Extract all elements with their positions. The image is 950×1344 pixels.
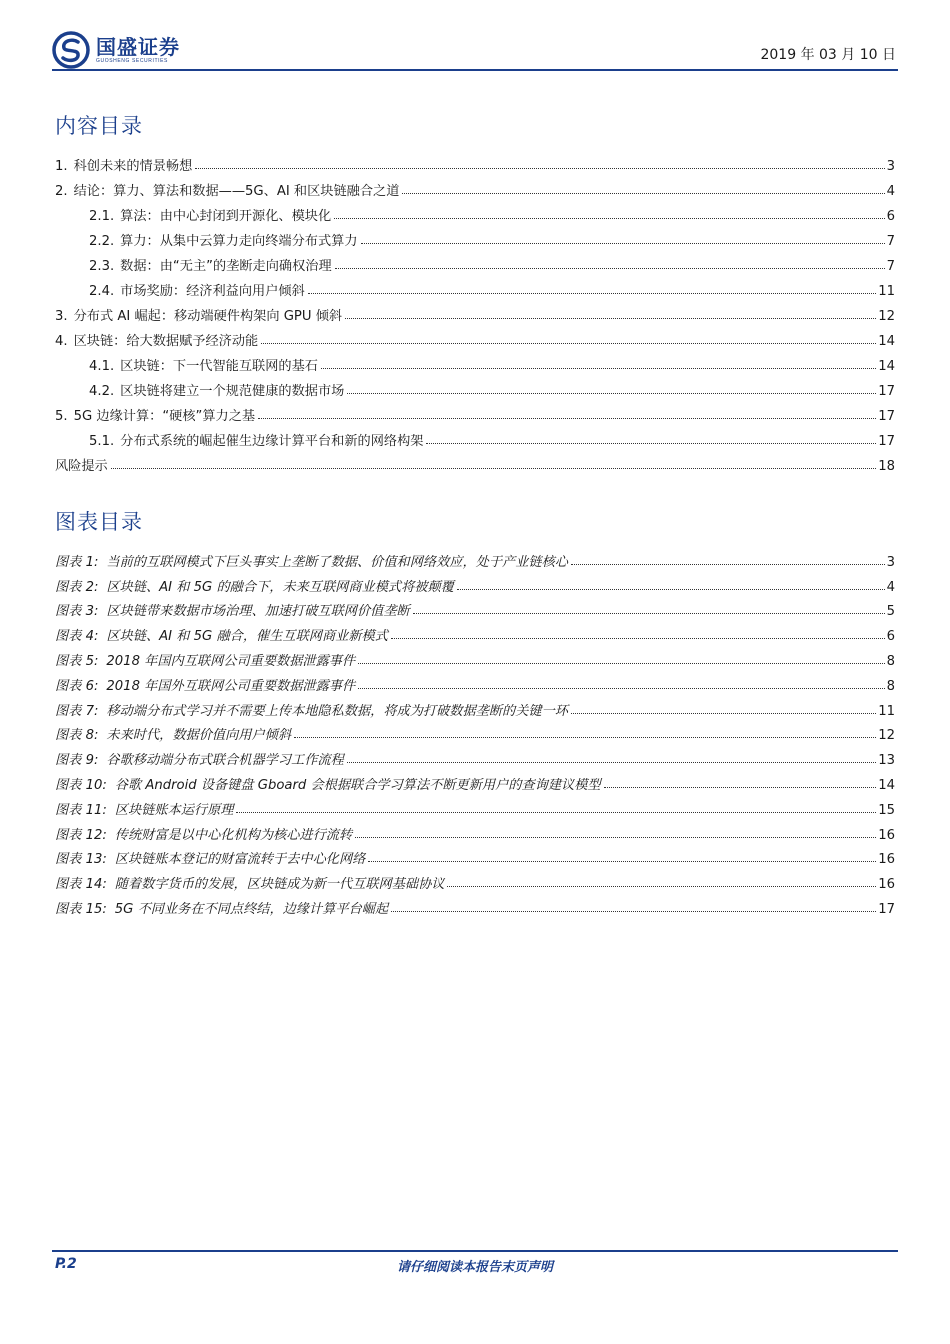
toc-entry-page: 14 — [878, 334, 895, 349]
dot-leader — [335, 268, 885, 269]
figure-entry-text: 2018 年国内互联网公司重要数据泄露事件 — [106, 653, 356, 669]
report-date: 2019 年 03 月 10 日 — [760, 47, 896, 63]
dot-leader — [347, 762, 876, 763]
figure-entry-text: 未来时代，数据价值向用户倾斜 — [106, 728, 292, 744]
figure-entry-text: 谷歌 Android 设备键盘 Gboard 会根据联合学习算法不断更新用户的查询建议模型 — [114, 777, 601, 793]
toc-entry[interactable] — [55, 424, 895, 449]
figure-entry-label: 图表 8: — [55, 728, 99, 744]
figure-entry[interactable] — [55, 818, 895, 843]
dot-leader — [413, 613, 885, 614]
figure-entry[interactable] — [55, 719, 895, 744]
figure-entry-text: 移动端分布式学习并不需要上传本地隐私数据，将成为打破数据垄断的关键一环 — [106, 703, 568, 719]
dot-leader — [236, 812, 876, 813]
toc-entry[interactable] — [55, 249, 895, 274]
toc-entry-number: 2.3. — [89, 259, 115, 274]
toc-entry[interactable] — [55, 174, 895, 199]
figure-entry-page: 5 — [886, 604, 895, 620]
company-logo — [52, 30, 180, 70]
toc-entry-text: 区块链将建立一个规范健康的数据市场 — [120, 384, 345, 399]
toc-entry[interactable] — [55, 299, 895, 324]
toc-entry-text: 分布式 AI 崛起：移动端硬件构架向 GPU 倾斜 — [73, 309, 343, 324]
toc-entry[interactable] — [55, 374, 895, 399]
dot-leader — [345, 318, 876, 319]
figure-entry-page: 12 — [878, 728, 895, 744]
figure-entry-page: 3 — [886, 554, 895, 570]
figure-entry-page: 8 — [886, 678, 895, 694]
toc-entry-page: 14 — [878, 359, 895, 374]
figure-entry-text: 区块链账本登记的财富流转于去中心化网络 — [114, 852, 366, 868]
toc-entry-page: 4 — [886, 184, 895, 199]
toc-list — [55, 149, 895, 474]
figure-entry[interactable] — [55, 892, 895, 917]
dot-leader — [571, 564, 885, 565]
dot-leader — [355, 837, 876, 838]
toc-entry-number: 4.2. — [89, 384, 115, 399]
toc-entry[interactable] — [55, 149, 895, 174]
dot-leader — [258, 418, 876, 419]
toc-entry-text: 数据：由“无主”的垄断走向确权治理 — [120, 259, 332, 274]
toc-entry[interactable] — [55, 224, 895, 249]
figure-entry-label: 图表 15: — [55, 901, 107, 917]
dot-leader — [358, 688, 884, 689]
toc-entry-page: 11 — [878, 284, 895, 299]
page-number: P.2 — [55, 1256, 77, 1272]
figure-entry-label: 图表 5: — [55, 653, 99, 669]
toc-title: 内容目录 — [55, 114, 143, 138]
figure-entry[interactable] — [55, 669, 895, 694]
brand-text — [96, 36, 180, 65]
figure-entry-page: 16 — [878, 877, 895, 893]
toc-entry-text: 5G 边缘计算：“硬核”算力之基 — [73, 409, 256, 424]
figures-title: 图表目录 — [55, 510, 143, 534]
figure-entry-page: 16 — [878, 852, 895, 868]
toc-entry-number: 1. — [55, 159, 68, 174]
header-divider — [52, 69, 898, 71]
figure-entry-text: 传统财富是以中心化机构为核心进行流转 — [114, 827, 353, 843]
dot-leader — [361, 243, 885, 244]
toc-entry-number: 5. — [55, 409, 68, 424]
toc-entry-page: 7 — [886, 234, 895, 249]
figure-entry-text: 区块链账本运行原理 — [114, 802, 234, 818]
figure-entry-page: 17 — [878, 901, 895, 917]
logo-mark-icon — [52, 31, 90, 69]
figure-entry-label: 图表 4: — [55, 629, 99, 645]
figure-entry-page: 15 — [878, 802, 895, 818]
dot-leader — [402, 193, 884, 194]
figure-entry[interactable] — [55, 768, 895, 793]
figures-list — [55, 545, 895, 917]
figure-entry-label: 图表 3: — [55, 604, 99, 620]
toc-entry-page: 6 — [886, 209, 895, 224]
toc-entry-number: 3. — [55, 309, 68, 324]
dot-leader — [604, 787, 877, 788]
toc-entry-page: 17 — [878, 384, 895, 399]
figure-entry-page: 13 — [878, 753, 895, 769]
figure-entry-page: 8 — [886, 653, 895, 669]
figure-entry-text: 5G 不同业务在不同点终结，边缘计算平台崛起 — [114, 901, 389, 917]
toc-entry[interactable] — [55, 274, 895, 299]
figure-entry[interactable] — [55, 619, 895, 644]
dot-leader — [391, 638, 885, 639]
dot-leader — [426, 443, 876, 444]
figure-entry[interactable] — [55, 595, 895, 620]
figure-entry-label: 图表 2: — [55, 579, 99, 595]
dot-leader — [457, 589, 885, 590]
toc-entry[interactable] — [55, 324, 895, 349]
figure-entry-text: 区块链、AI 和 5G 的融合下，未来互联网商业模式将被颠覆 — [106, 579, 454, 595]
toc-entry-page: 17 — [878, 434, 895, 449]
figure-entry-label: 图表 6: — [55, 678, 99, 694]
toc-entry-number: 2.2. — [89, 234, 115, 249]
figure-entry[interactable] — [55, 743, 895, 768]
brand-name-en: GUOSHENG SECURITIES — [96, 57, 168, 64]
toc-entry-number: 2.4. — [89, 284, 115, 299]
toc-entry[interactable] — [55, 349, 895, 374]
toc-entry-text: 区块链：给大数据赋予经济动能 — [73, 334, 259, 349]
figure-entry-label: 图表 1: — [55, 554, 99, 570]
figure-entry-page: 11 — [878, 703, 895, 719]
figure-entry[interactable] — [55, 644, 895, 669]
figure-entry-text: 2018 年国外互联网公司重要数据泄露事件 — [106, 678, 356, 694]
toc-entry-page: 18 — [878, 459, 895, 474]
toc-entry-text: 市场奖励：经济利益向用户倾斜 — [120, 284, 305, 299]
figure-entry-label: 图表 12: — [55, 827, 107, 843]
figure-entry[interactable] — [55, 570, 895, 595]
dot-leader — [347, 393, 876, 394]
dot-leader — [111, 468, 876, 469]
dot-leader — [447, 886, 876, 887]
toc-entry-number: 5.1. — [89, 434, 115, 449]
figure-entry[interactable] — [55, 545, 895, 570]
toc-entry-number: 2.1. — [89, 209, 115, 224]
figure-entry-label: 图表 9: — [55, 753, 99, 769]
figure-entry-page: 6 — [886, 629, 895, 645]
figure-entry[interactable] — [55, 793, 895, 818]
toc-entry-text: 风险提示 — [55, 459, 108, 474]
figure-entry-label: 图表 11: — [55, 802, 107, 818]
figure-entry-page: 4 — [886, 579, 895, 595]
figure-entry[interactable] — [55, 867, 895, 892]
figure-entry-label: 图表 10: — [55, 777, 107, 793]
page-header — [52, 30, 898, 70]
figure-entry-text: 区块链带来数据市场治理、加速打破互联网价值垄断 — [106, 604, 410, 620]
dot-leader — [321, 368, 876, 369]
dot-leader — [368, 861, 876, 862]
footer-disclaimer: 请仔细阅读本报告末页声明 — [396, 1260, 553, 1275]
figure-entry-text: 区块链、AI 和 5G 融合，催生互联网商业新模式 — [106, 629, 388, 645]
figure-entry-page: 16 — [878, 827, 895, 843]
figure-entry-label: 图表 7: — [55, 703, 99, 719]
dot-leader — [195, 168, 884, 169]
dot-leader — [308, 293, 876, 294]
figure-entry-page: 14 — [878, 777, 895, 793]
toc-entry-number: 2. — [55, 184, 68, 199]
toc-entry-number: 4.1. — [89, 359, 115, 374]
toc-entry-text: 算法：由中心封闭到开源化、模块化 — [120, 209, 332, 224]
dot-leader — [391, 911, 876, 912]
figure-entry-label: 图表 14: — [55, 877, 107, 893]
toc-entry-text: 区块链：下一代智能互联网的基石 — [120, 359, 318, 374]
toc-entry[interactable] — [55, 399, 895, 424]
footer-divider — [52, 1250, 898, 1252]
figure-entry[interactable] — [55, 843, 895, 868]
toc-entry-text: 分布式系统的崛起催生边缘计算平台和新的网络构架 — [120, 434, 424, 449]
toc-entry-page: 7 — [886, 259, 895, 274]
toc-entry-number: 4. — [55, 334, 68, 349]
figure-entry-text: 谷歌移动端分布式联合机器学习工作流程 — [106, 753, 344, 769]
figure-entry-text: 随着数字货币的发展，区块链成为新一代互联网基础协议 — [114, 877, 445, 893]
dot-leader — [261, 343, 876, 344]
toc-entry-text: 结论：算力、算法和数据——5G、AI 和区块链融合之道 — [73, 184, 400, 199]
dot-leader — [334, 218, 884, 219]
dot-leader — [294, 737, 876, 738]
dot-leader — [358, 663, 884, 664]
figure-entry[interactable] — [55, 694, 895, 719]
toc-entry-text: 科创未来的情景畅想 — [73, 159, 193, 174]
toc-entry-text: 算力：从集中云算力走向终端分布式算力 — [120, 234, 358, 249]
toc-entry[interactable] — [55, 449, 895, 474]
toc-entry-page: 17 — [878, 409, 895, 424]
toc-entry[interactable] — [55, 199, 895, 224]
toc-entry-page: 12 — [878, 309, 895, 324]
figure-entry-label: 图表 13: — [55, 852, 107, 868]
brand-name-cn: 国盛证券 — [96, 34, 180, 59]
toc-entry-page: 3 — [886, 159, 895, 174]
dot-leader — [571, 713, 876, 714]
figure-entry-text: 当前的互联网模式下巨头事实上垄断了数据、价值和网络效应，处于产业链核心 — [106, 554, 568, 570]
